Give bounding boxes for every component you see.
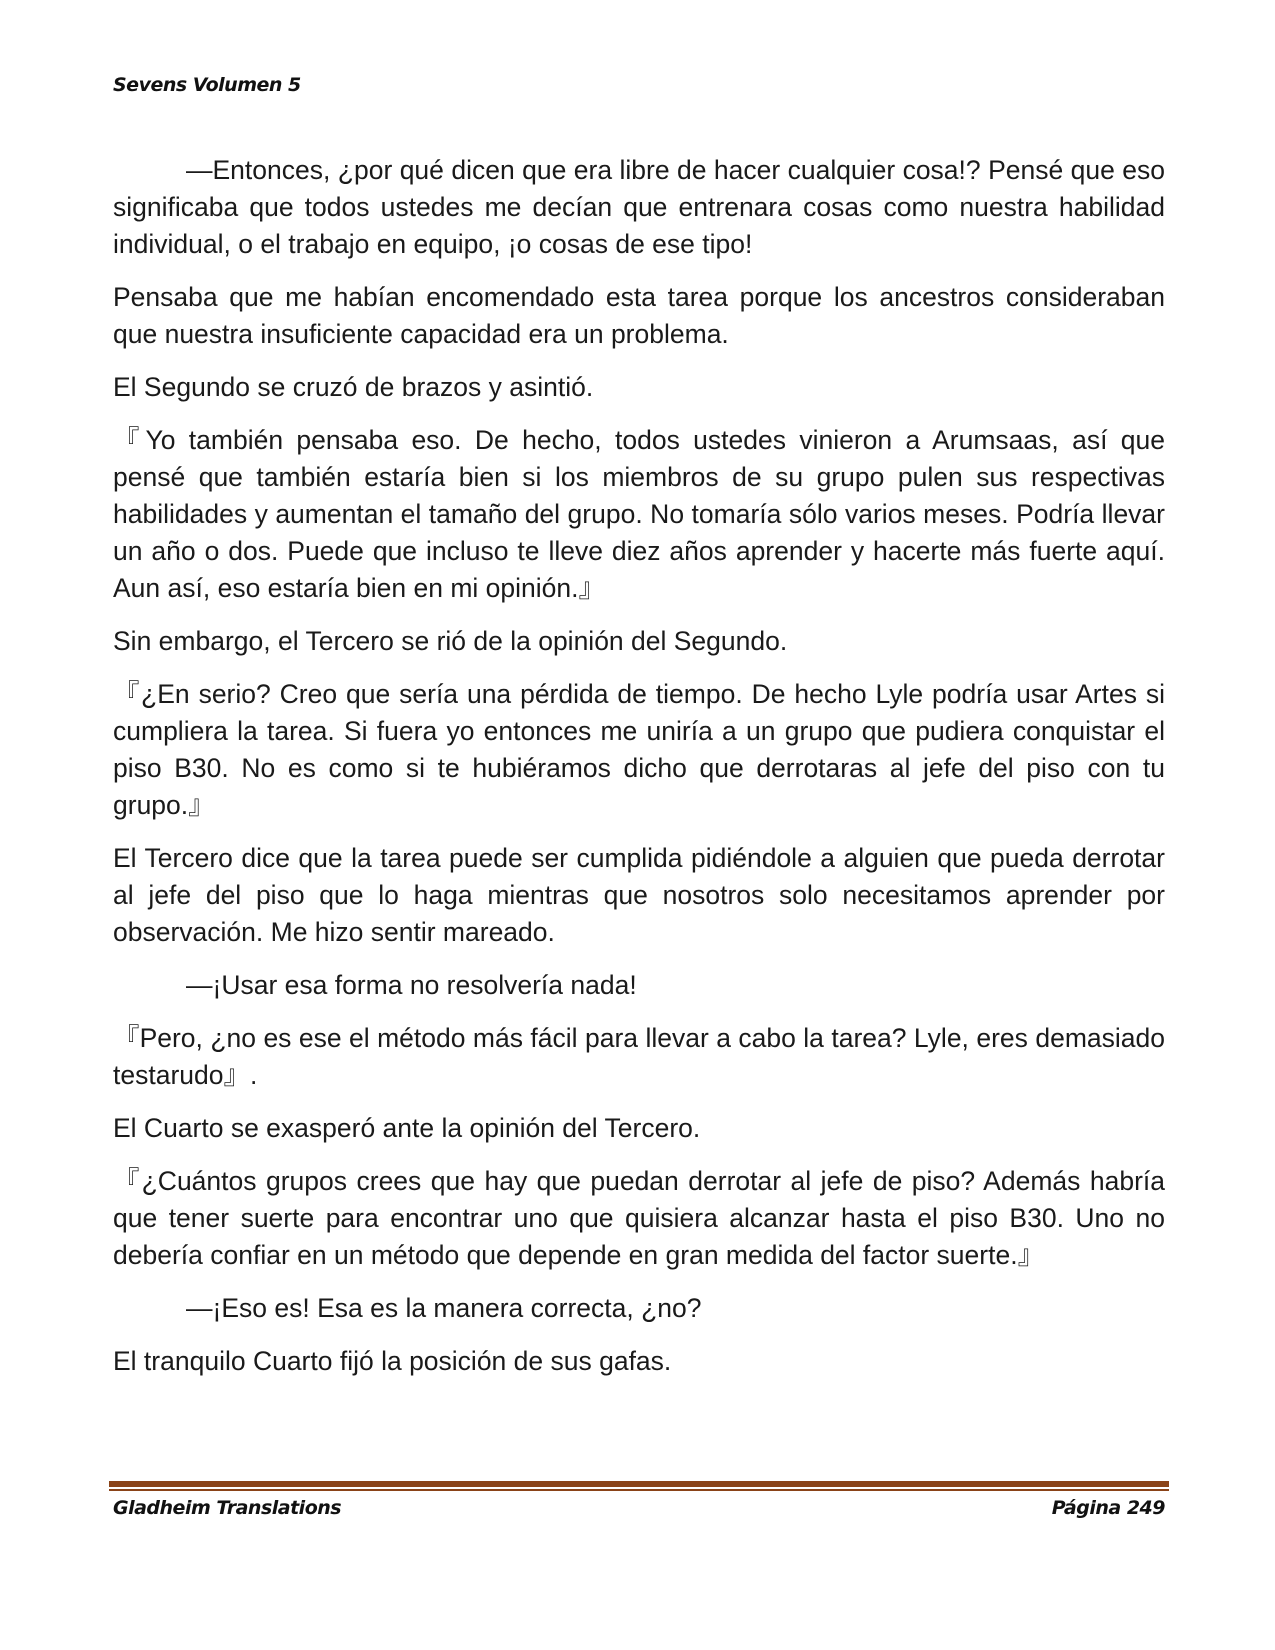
paragraph: El Cuarto se exasperó ante la opinión del Tercero.: [113, 1113, 701, 1143]
paragraph: El Tercero dice que la tarea puede ser cumplida pidiéndole a alguien que pueda derrotar al jefe del piso que lo haga mientras que nosotros solo necesitamos aprender por observación. Me hizo sentir mareado.: [113, 843, 1165, 947]
paragraph: 『¿Cuántos grupos crees que hay que puedan derrotar al jefe de piso? Además habría que tener suerte para encontrar uno que quisiera alcanzar hasta el piso B30. Uno no debería confiar en un método que depende en gran medida del factor suerte.』: [113, 1166, 1165, 1270]
paragraph: 『Pero, ¿no es ese el método más fácil para llevar a cabo la tarea? Lyle, eres demasiado testarudo』.: [113, 1023, 1165, 1090]
paragraph: El Segundo se cruzó de brazos y asintió.: [113, 372, 594, 402]
document-body: [113, 152, 1165, 1396]
footer-rule-thin: [109, 1489, 1169, 1491]
paragraph: Sin embargo, el Tercero se rió de la opinión del Segundo.: [113, 626, 788, 656]
page-number: Página 249: [1051, 1497, 1165, 1519]
running-header: Sevens Volumen 5: [113, 74, 301, 96]
paragraph: 『¿En serio? Creo que sería una pérdida de tiempo. De hecho Lyle podría usar Artes si cumpliera la tarea. Si fuera yo entonces me uniría a un grupo que pudiera conquistar el piso B30. No es como si te hubiéramos dicho que derrotaras al jefe del piso con tu grupo.』: [113, 679, 1165, 820]
paragraph: —Entonces, ¿por qué dicen que era libre de hacer cualquier cosa!? Pensé que eso significaba que todos ustedes me decían que entrenara cosas como nuestra habilidad individual, o el trabajo en equipo, ¡o cosas de ese tipo!: [113, 155, 1165, 259]
paragraph: —¡Usar esa forma no resolvería nada!: [186, 970, 637, 1000]
paragraph: 『Yo también pensaba eso. De hecho, todos ustedes vinieron a Arumsaas, así que pensé que también estaría bien si los miembros de su grupo pulen sus respectivas habilidades y aumentan el tamaño del grupo. No tomaría sólo varios meses. Podría llevar un año o dos. Puede que incluso te lleve diez años aprender y hacerte más fuerte aquí. Aun así, eso estaría bien en mi opinión.』: [113, 425, 1165, 603]
footer-rule: [109, 1481, 1169, 1487]
footer-publisher: Gladheim Translations: [113, 1497, 342, 1519]
paragraph: Pensaba que me habían encomendado esta tarea porque los ancestros consideraban que nuestra insuficiente capacidad era un problema.: [113, 282, 1165, 349]
paragraph: El tranquilo Cuarto fijó la posición de sus gafas.: [113, 1346, 672, 1376]
paragraph: —¡Eso es! Esa es la manera correcta, ¿no?: [186, 1293, 702, 1323]
